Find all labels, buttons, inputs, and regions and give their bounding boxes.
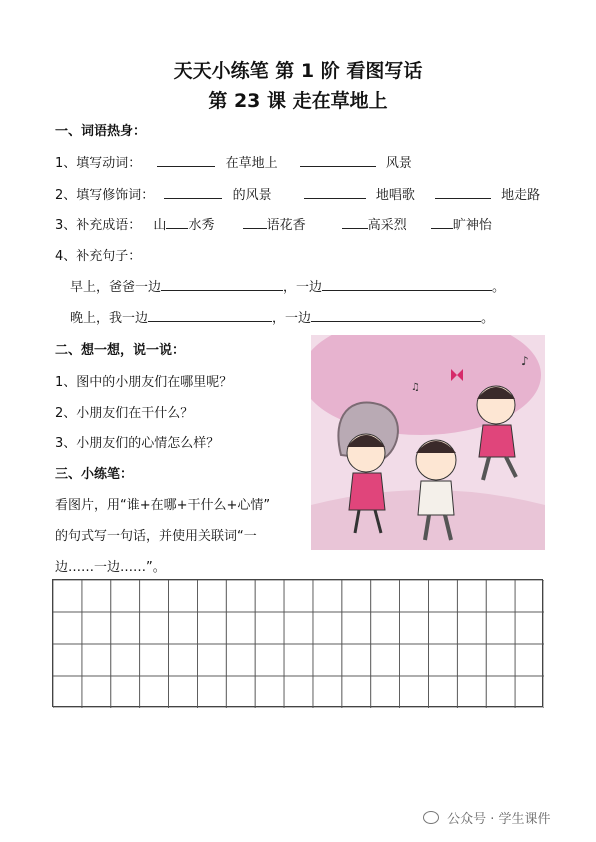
idiom-text: 高采烈 xyxy=(367,218,407,233)
phrase-text: 的风景 xyxy=(232,188,272,203)
grid-cell[interactable] xyxy=(486,676,515,708)
illustration-children-on-grass xyxy=(311,335,545,550)
grid-cell[interactable] xyxy=(111,580,140,612)
grid-cell[interactable] xyxy=(457,644,486,676)
wechat-icon xyxy=(423,811,439,824)
section-heading-discuss: 二、想一想，说一说： xyxy=(55,343,186,358)
section-heading-warmup: 一、词语热身： xyxy=(55,124,147,139)
sentence-morning xyxy=(70,276,505,295)
grid-cell[interactable] xyxy=(226,580,255,612)
grid-cell[interactable] xyxy=(428,580,457,612)
writing-grid[interactable] xyxy=(52,579,543,707)
sentence-evening xyxy=(70,307,494,326)
idiom-text: 山 xyxy=(153,218,167,233)
grid-cell[interactable] xyxy=(284,644,313,676)
grid-cell[interactable] xyxy=(197,676,226,708)
grid-cell[interactable] xyxy=(255,612,284,644)
answer-blank[interactable] xyxy=(311,309,481,322)
question-modifiers xyxy=(55,184,540,203)
writing-instruction: 边……一边……”。 xyxy=(55,560,166,575)
idiom-text: 水秀 xyxy=(188,218,215,233)
sentence-text: 早上，爸爸一边 xyxy=(70,280,162,295)
writing-instruction: 看图片，用“谁+在哪+干什么+心情” xyxy=(55,498,271,513)
grid-cell[interactable] xyxy=(428,612,457,644)
grid-cell[interactable] xyxy=(342,676,371,708)
answer-blank[interactable] xyxy=(304,186,366,199)
answer-blank[interactable] xyxy=(300,154,376,167)
question-verbs xyxy=(55,152,412,171)
answer-blank[interactable] xyxy=(243,216,267,229)
grid-cell[interactable] xyxy=(371,612,400,644)
phrase-text: 地唱歌 xyxy=(375,188,415,203)
grid-cell[interactable] xyxy=(342,580,371,612)
grid-cell[interactable] xyxy=(457,580,486,612)
grid-cell[interactable] xyxy=(140,580,169,612)
grid-cell[interactable] xyxy=(82,580,111,612)
grid-cell[interactable] xyxy=(255,580,284,612)
grid-cell[interactable] xyxy=(400,580,429,612)
sentence-text: ，一边 xyxy=(272,311,312,326)
grid-cell[interactable] xyxy=(82,644,111,676)
grid-cell[interactable] xyxy=(169,612,198,644)
grid-cell[interactable] xyxy=(313,644,342,676)
answer-blank[interactable] xyxy=(322,278,492,291)
discuss-question: 2、小朋友们在干什么？ xyxy=(55,406,194,421)
svg-text:♪: ♪ xyxy=(521,354,529,368)
grid-cell[interactable] xyxy=(515,580,544,612)
grid-cell[interactable] xyxy=(313,676,342,708)
discuss-question: 1、图中的小朋友们在哪里呢？ xyxy=(55,375,233,390)
answer-blank[interactable] xyxy=(435,186,491,199)
grid-cell[interactable] xyxy=(486,612,515,644)
grid-cell[interactable] xyxy=(486,644,515,676)
grid-cell[interactable] xyxy=(515,612,544,644)
sentence-text: 。 xyxy=(492,280,506,295)
lesson-title: 第 23 课 走在草地上 xyxy=(208,90,388,112)
grid-cell[interactable] xyxy=(169,580,198,612)
grid-cell[interactable] xyxy=(342,612,371,644)
grid-cell[interactable] xyxy=(82,676,111,708)
grid-cell[interactable] xyxy=(255,644,284,676)
grid-cell[interactable] xyxy=(313,580,342,612)
grid-cell[interactable] xyxy=(255,676,284,708)
phrase-text: 地走路 xyxy=(501,188,541,203)
grid-cell[interactable] xyxy=(111,644,140,676)
grid-cell[interactable] xyxy=(53,644,82,676)
grid-cell[interactable] xyxy=(284,612,313,644)
grid-cell[interactable] xyxy=(140,644,169,676)
answer-blank[interactable] xyxy=(157,154,215,167)
phrase-text: 在草地上 xyxy=(225,156,278,171)
grid-cell[interactable] xyxy=(111,612,140,644)
answer-blank[interactable] xyxy=(161,278,283,291)
grid-cell[interactable] xyxy=(111,676,140,708)
question-label: 3、补充成语： xyxy=(55,218,142,233)
grid-cell[interactable] xyxy=(486,580,515,612)
grid-cell[interactable] xyxy=(53,612,82,644)
grid-cell[interactable] xyxy=(197,612,226,644)
grid-cell[interactable] xyxy=(197,580,226,612)
svg-text:♫: ♫ xyxy=(411,382,420,393)
watermark xyxy=(423,808,551,827)
grid-cell[interactable] xyxy=(226,676,255,708)
answer-blank[interactable] xyxy=(431,216,453,229)
grid-cell[interactable] xyxy=(371,580,400,612)
grid-cell[interactable] xyxy=(226,612,255,644)
grid-cell[interactable] xyxy=(428,644,457,676)
grid-cell[interactable] xyxy=(53,580,82,612)
grid-cell[interactable] xyxy=(169,644,198,676)
phrase-text: 风景 xyxy=(385,156,412,171)
grid-cell[interactable] xyxy=(457,612,486,644)
grid-cell[interactable] xyxy=(400,644,429,676)
grid-cell[interactable] xyxy=(400,676,429,708)
grid-cell[interactable] xyxy=(226,644,255,676)
grid-cell[interactable] xyxy=(457,676,486,708)
question-label: 2、填写修饰词： xyxy=(55,188,155,203)
idiom-text: 语花香 xyxy=(266,218,306,233)
grid-cell[interactable] xyxy=(284,580,313,612)
grid-cell[interactable] xyxy=(53,676,82,708)
answer-blank[interactable] xyxy=(164,186,222,199)
idiom-text: 旷神怡 xyxy=(452,218,492,233)
question-sentences-label: 4、补充句子： xyxy=(55,249,142,264)
grid-cell[interactable] xyxy=(140,676,169,708)
question-label: 1、填写动词： xyxy=(55,156,142,171)
grid-cell[interactable] xyxy=(140,612,169,644)
grid-cell[interactable] xyxy=(515,676,544,708)
sentence-text: ，一边 xyxy=(283,280,323,295)
watermark-text: 公众号 · 学生课件 xyxy=(447,812,551,827)
grid-cell[interactable] xyxy=(284,676,313,708)
grid-cell[interactable] xyxy=(371,644,400,676)
section-heading-writing: 三、小练笔： xyxy=(55,467,134,482)
sentence-text: 。 xyxy=(481,311,495,326)
question-idioms xyxy=(55,214,492,233)
grid-cell[interactable] xyxy=(197,644,226,676)
sentence-text: 晚上，我一边 xyxy=(70,311,149,326)
grid-cell[interactable] xyxy=(169,676,198,708)
answer-blank[interactable] xyxy=(148,309,272,322)
grid-cell[interactable] xyxy=(82,612,111,644)
grid-cell[interactable] xyxy=(400,612,429,644)
answer-blank[interactable] xyxy=(166,216,188,229)
writing-instruction: 的句式写一句话，并使用关联词“一 xyxy=(55,529,257,544)
worksheet-title: 天天小练笔 第 1 阶 看图写话 xyxy=(173,60,423,82)
grid-cell[interactable] xyxy=(313,612,342,644)
grid-cell[interactable] xyxy=(342,644,371,676)
grid-cell[interactable] xyxy=(428,676,457,708)
grid-cell[interactable] xyxy=(371,676,400,708)
discuss-question: 3、小朋友们的心情怎么样？ xyxy=(55,436,220,451)
answer-blank[interactable] xyxy=(342,216,368,229)
grid-cell[interactable] xyxy=(515,644,544,676)
